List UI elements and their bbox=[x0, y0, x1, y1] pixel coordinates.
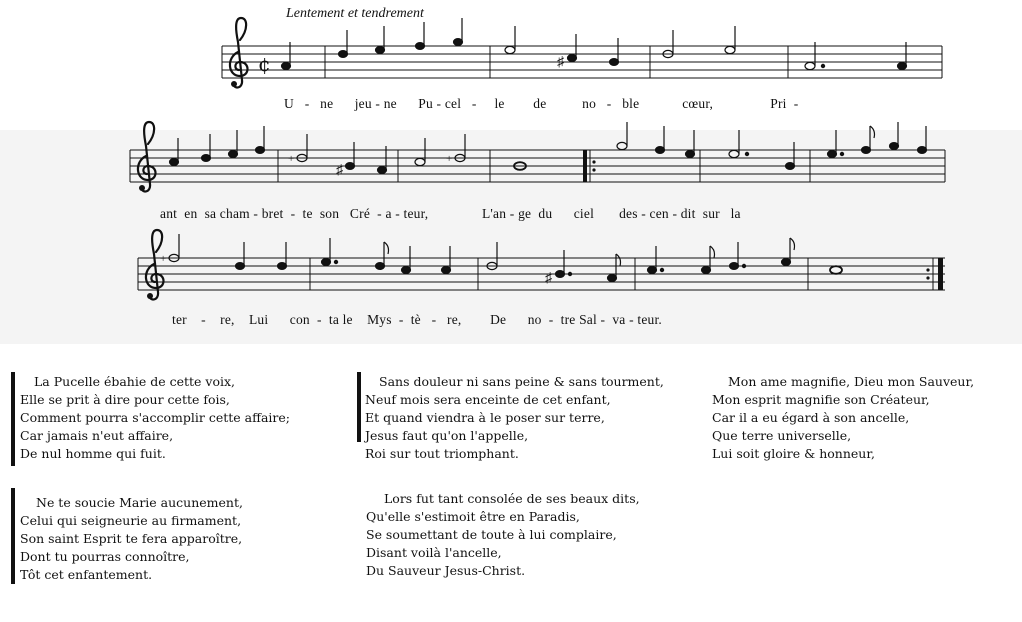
verse-line: Son saint Esprit te fera apparoître, bbox=[20, 531, 243, 546]
verse-line: Celui qui seigneurie au firmament, bbox=[20, 513, 242, 528]
verse-line: Sans douleur ni sans peine & sans tourment, bbox=[379, 374, 664, 389]
common-time-icon: ¢ bbox=[258, 52, 271, 76]
verse-line: Lors fut tant consolée de ses beaux dits, bbox=[384, 491, 640, 506]
verse-line: Lui soit gloire & honneur, bbox=[712, 446, 875, 461]
treble-clef-icon bbox=[138, 122, 156, 191]
verse-line: Roi sur tout triomphant. bbox=[365, 446, 519, 461]
verse-line: La Pucelle ébahie de cette voix, bbox=[34, 374, 236, 389]
staff-system-1 bbox=[222, 46, 942, 78]
verse-marker bbox=[11, 372, 15, 466]
verse-line: Et quand viendra à le poser sur terre, bbox=[365, 410, 605, 425]
repeat-barline bbox=[583, 150, 587, 182]
notes-system-3 bbox=[160, 234, 842, 286]
verse-line: Elle se prit à dire pour cette fois, bbox=[20, 392, 230, 407]
svg-text:♯: ♯ bbox=[557, 55, 564, 70]
verse-1 bbox=[20, 373, 290, 463]
verse-line: Ne te soucie Marie aucunement, bbox=[36, 495, 243, 510]
lyrics-line-3: ter - re, Lui con - ta le Mys - tè - re, De no - tre Sal - va - teur. bbox=[172, 312, 662, 327]
verse-line: Car jamais n'eut affaire, bbox=[20, 428, 174, 443]
lyrics-line-1: U - ne jeu - ne Pu - cel - le de no - ble cœur, Pri - bbox=[284, 96, 799, 111]
verse-line: Se soumettant de toute à lui complaire, bbox=[366, 527, 617, 542]
verse-line: Jesus faut qu'on l'appelle, bbox=[365, 428, 529, 443]
verse-4 bbox=[20, 494, 243, 584]
svg-text:+: + bbox=[446, 153, 453, 165]
svg-text:♯: ♯ bbox=[336, 163, 343, 178]
verse-2 bbox=[365, 373, 664, 463]
verse-3 bbox=[712, 373, 974, 463]
verse-marker bbox=[357, 372, 361, 442]
verse-line: Mon ame magnifie, Dieu mon Sauveur, bbox=[728, 374, 975, 389]
verse-line: Disant voilà l'ancelle, bbox=[366, 545, 502, 560]
verse-line: Car il a eu égard à son ancelle, bbox=[712, 410, 910, 425]
verse-line: Dont tu pourras connoître, bbox=[20, 549, 190, 564]
verse-line: Mon esprit magnifie son Créateur, bbox=[712, 392, 930, 407]
verse-5 bbox=[366, 490, 640, 580]
svg-text:+: + bbox=[288, 153, 295, 165]
verse-line: Neuf mois sera enceinte de cet enfant, bbox=[365, 392, 611, 407]
verse-line: Qu'elle s'estimoit être en Paradis, bbox=[366, 509, 580, 524]
final-barline bbox=[938, 258, 943, 290]
lyrics-line-2: ant en sa cham - bret - te son Cré - a - teur, L'an - ge du ciel des - cen - dit sur la bbox=[160, 206, 741, 221]
verse-line: Comment pourra s'accomplir cette affaire; bbox=[20, 410, 291, 425]
verse-line: Que terre universelle, bbox=[712, 428, 852, 443]
tempo-marking: Lentement et tendrement bbox=[286, 6, 424, 21]
verse-line: Du Sauveur Jesus-Christ. bbox=[366, 563, 526, 578]
verse-line: Tôt cet enfantement. bbox=[20, 567, 153, 582]
staff-system-3 bbox=[138, 258, 945, 290]
treble-clef-icon bbox=[230, 18, 248, 87]
staff-system-2 bbox=[130, 150, 945, 182]
verse-line: De nul homme qui fuit. bbox=[20, 446, 166, 461]
svg-text:♯: ♯ bbox=[545, 271, 552, 286]
verse-marker bbox=[11, 488, 15, 584]
svg-text:+: + bbox=[160, 253, 167, 265]
